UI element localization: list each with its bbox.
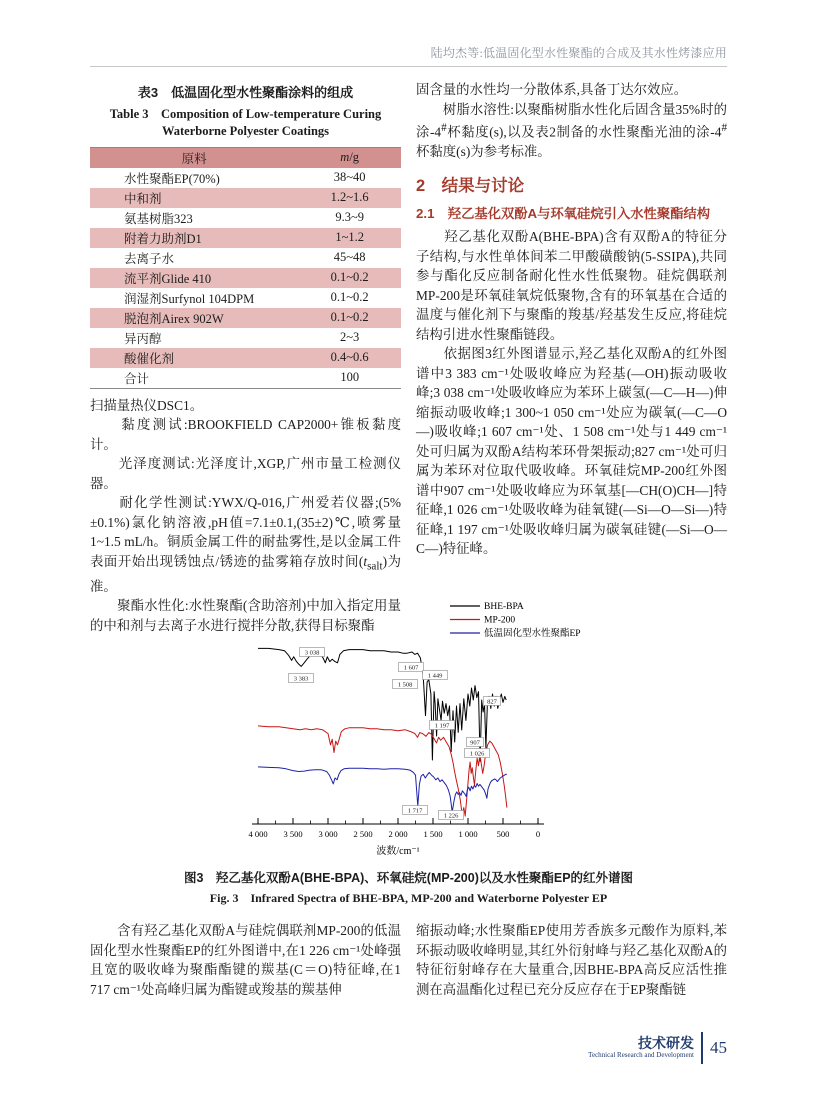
table-cell: 酸催化剂 xyxy=(124,351,175,366)
table-cell: 氨基树脂323 xyxy=(124,211,193,226)
paragraph: 缩振动峰;水性聚酯EP使用芳香族多元酸作为原料,苯环振动吸收峰明显,其红外衍射峰与羟乙基化双酚A的特征衍射峰存在大量重合,因BHE-BPA高反应活性推测在高温酯化过程已充分反应存在于EP聚酯链 xyxy=(416,923,727,997)
x-axis-tick-label: 500 xyxy=(496,829,510,839)
table-cell: 脱泡剂Airex 902W xyxy=(124,311,224,326)
table-cell: 45~48 xyxy=(333,250,366,265)
x-axis-tick-label: 2 000 xyxy=(388,829,408,839)
footer-section-label xyxy=(588,1036,694,1060)
bottom-left-column xyxy=(90,921,401,999)
table-cell: 0.4~0.6 xyxy=(330,350,369,365)
peak-label: 1 508 xyxy=(397,681,413,689)
legend-label: MP-200 xyxy=(484,615,516,626)
x-axis-tick-label: 3 000 xyxy=(318,829,338,839)
table-row xyxy=(90,348,401,368)
paragraph: 羟乙基化双酚A(BHE-BPA)含有双酚A的特征分子结构,与水性单体间苯二甲酸磺酸钠(5-SSIPA),共同参与酯化反应制备耐化性水性低聚物。硅烷偶联剂MP-200是环氧硅氧烷低聚物,含有的环氧基在合适的温度与催化剂下与聚酯的羧基/羟基发生反应,将硅烷结构引进水性聚酯链段。 xyxy=(416,229,727,342)
peak-label: 1 607 xyxy=(403,664,419,672)
table-cell: 异丙醇 xyxy=(124,331,162,346)
table3-title-cn: 表3 低温固化型水性聚酯涂料的组成 xyxy=(137,85,354,100)
table-cell: 水性聚酯EP(70%) xyxy=(124,171,220,186)
table3-title-en-line1: Table 3 Composition of Low-temperature Curing xyxy=(109,107,382,121)
figure3-block xyxy=(90,594,727,906)
peak-label: 1 197 xyxy=(434,722,450,730)
table-cell: 2~3 xyxy=(340,330,360,345)
table-cell: 润湿剂Surfynol 104DPM xyxy=(124,291,255,306)
table-column-header: 原料 xyxy=(90,147,298,168)
right-column xyxy=(416,80,727,594)
top-two-column-section xyxy=(90,80,728,633)
section-heading-2-1: 2.1 羟乙基化双酚A与环氧硅烷引入水性聚酯结构 xyxy=(416,206,711,222)
figure3-caption-en: Fig. 3 Infrared Spectra of BHE-BPA, MP-200 and Waterborne Polyester EP xyxy=(209,891,608,905)
footer-divider-bar xyxy=(701,1032,703,1064)
legend-label: BHE-BPA xyxy=(484,602,524,612)
table-cell: 100 xyxy=(340,370,360,385)
table-row xyxy=(90,368,401,389)
table-cell: 1.2~1.6 xyxy=(330,190,369,205)
peak-label: 907 xyxy=(470,739,480,747)
paragraph: 树脂水溶性:以聚酯树脂水性化后固含量35%时的涂-4#杯黏度(s),以及表2制备的水性聚酯光油的涂-4#杯黏度(s)为参考标准。 xyxy=(416,101,728,159)
table-cell: 0.1~0.2 xyxy=(330,290,369,305)
table3-title-en xyxy=(90,106,401,140)
paragraph: 耐化学性测试:YWX/Q-016,广州爱若仪器;(5%±0.1%)氯化钠溶液,pH值=7.1±0.1,(35±2)℃,喷雾量1~1.5 mL/h。铜质金属工件的耐盐雾性,是以金属工件表面开始出现锈蚀点/锈迹的盐雾箱存放时间$(t_{salt})$为准。 xyxy=(90,495,401,594)
header-rule xyxy=(90,66,727,67)
x-axis-tick-label: 4 000 xyxy=(248,829,268,839)
table-cell: 去离子水 xyxy=(124,251,175,266)
bottom-two-column-section xyxy=(90,921,727,999)
table-cell: 合计 xyxy=(124,371,150,386)
table-row xyxy=(90,328,401,348)
table-row xyxy=(90,308,401,328)
composition-table-header-row xyxy=(90,147,401,168)
section-heading-2: 2 结果与讨论 xyxy=(416,177,525,196)
peak-label: 1 717 xyxy=(407,807,423,815)
paragraph: 光泽度测试:光泽度计,XGP,广州市量工检测仪器。 xyxy=(90,456,401,491)
table-row xyxy=(90,188,401,208)
page-footer xyxy=(588,1032,727,1064)
left-column xyxy=(90,80,401,633)
footer-section-en: Technical Research and Development xyxy=(588,1051,694,1059)
paragraph: 固含量的水性均一分散体系,具备丁达尔效应。 xyxy=(416,82,688,97)
table-row xyxy=(90,208,401,228)
composition-table-body xyxy=(90,168,401,389)
table-cell: 0.1~0.2 xyxy=(330,310,369,325)
table-row xyxy=(90,288,401,308)
peak-label: 1 026 xyxy=(469,750,485,758)
x-axis-tick-label: 0 xyxy=(535,829,541,839)
table-row xyxy=(90,228,401,248)
table-cell: 9.3~9 xyxy=(335,210,364,225)
paragraph: 依据图3红外图谱显示,羟乙基化双酚A的红外图谱中3 383 cm⁻¹处吸收峰应为羟基(—OH)振动吸收峰;3 038 cm⁻¹处吸收峰应为苯环上碳氢(—C—H—)伸缩振动吸收峰;1 300~1 050 cm⁻¹处应为碳氧(—C—O—)吸收峰;1 607 cm⁻¹处、1 508 cm⁻¹处与1 449 cm⁻¹处可归属为双酚A结构苯环骨架振动;827 cm⁻¹处可归属为苯环对位取代吸收峰。环氧硅烷MP-200红外图谱中907 cm⁻¹处吸收峰应为环氧基[—CH(O)CH—]特征峰,1 026 cm⁻¹处吸收峰为硅氧键(—Si—O—Si—)特征峰,1 197 cm⁻¹处吸收峰归属为碳氧硅键(—Si—O—C—)特征峰。 xyxy=(416,346,727,557)
peak-label: 3 383 xyxy=(293,675,309,683)
table-column-header: m/g xyxy=(298,147,401,168)
composition-table xyxy=(90,147,401,389)
table-row xyxy=(90,268,401,288)
x-axis-title: 波数/cm⁻¹ xyxy=(376,846,420,857)
spectrum-curve xyxy=(258,767,507,815)
peak-label: 1 226 xyxy=(443,812,459,820)
running-head: 陆均杰等:低温固化型水性聚酯的合成及其水性烤漆应用 xyxy=(430,46,727,60)
paragraph: 扫描量热仪DSC1。 xyxy=(90,397,204,413)
table-cell: 38~40 xyxy=(333,170,366,185)
figure3-caption-cn: 图3 羟乙基化双酚A(BHE-BPA)、环氧硅烷(MP-200)以及水性聚酯EP的红外谱图 xyxy=(183,871,634,885)
table-cell: 附着力助剂D1 xyxy=(124,231,202,246)
page-number: 45 xyxy=(710,1038,727,1057)
peak-label: 827 xyxy=(487,698,497,706)
paragraph: 含有羟乙基化双酚A与硅烷偶联剂MP-200的低温固化型水性聚酯EP的红外图谱中,在1 226 cm⁻¹处峰强且宽的吸收峰为聚酯酯键的羰基(C＝O)特征峰,在1 717 cm⁻¹处高峰归属为酯键或羧基的羰基伸 xyxy=(90,923,401,997)
x-axis-tick-label: 1 000 xyxy=(458,829,478,839)
table-cell: 流平剂Glide 410 xyxy=(124,271,212,286)
peak-label: 3 038 xyxy=(304,649,320,657)
paragraph: 聚酯水性化:水性聚酯(含助溶剂)中加入指定用量的中和剂与去离子水进行搅拌分散,获得目标聚酯 xyxy=(90,598,401,633)
ir-spectra-chart xyxy=(238,594,668,862)
legend-label: 低温固化型水性聚酯EP xyxy=(484,629,581,639)
peak-label: 1 449 xyxy=(427,672,443,680)
bottom-right-column xyxy=(416,921,727,999)
table-cell: 0.1~0.2 xyxy=(330,270,369,285)
table-row xyxy=(90,168,401,188)
table-cell: 中和剂 xyxy=(124,191,162,206)
x-axis-tick-label: 3 500 xyxy=(283,829,303,839)
table-row xyxy=(90,248,401,268)
footer-section-cn: 技术研发 xyxy=(638,1035,694,1051)
table-cell: 1~1.2 xyxy=(335,230,364,245)
paragraph: 黏度测试:BROOKFIELD CAP2000+锥板黏度计。 xyxy=(90,417,401,452)
table3-title-en-line2: Waterborne Polyester Coatings xyxy=(161,123,330,138)
x-axis-tick-label: 2 500 xyxy=(353,829,373,839)
x-axis-tick-label: 1 500 xyxy=(423,829,443,839)
